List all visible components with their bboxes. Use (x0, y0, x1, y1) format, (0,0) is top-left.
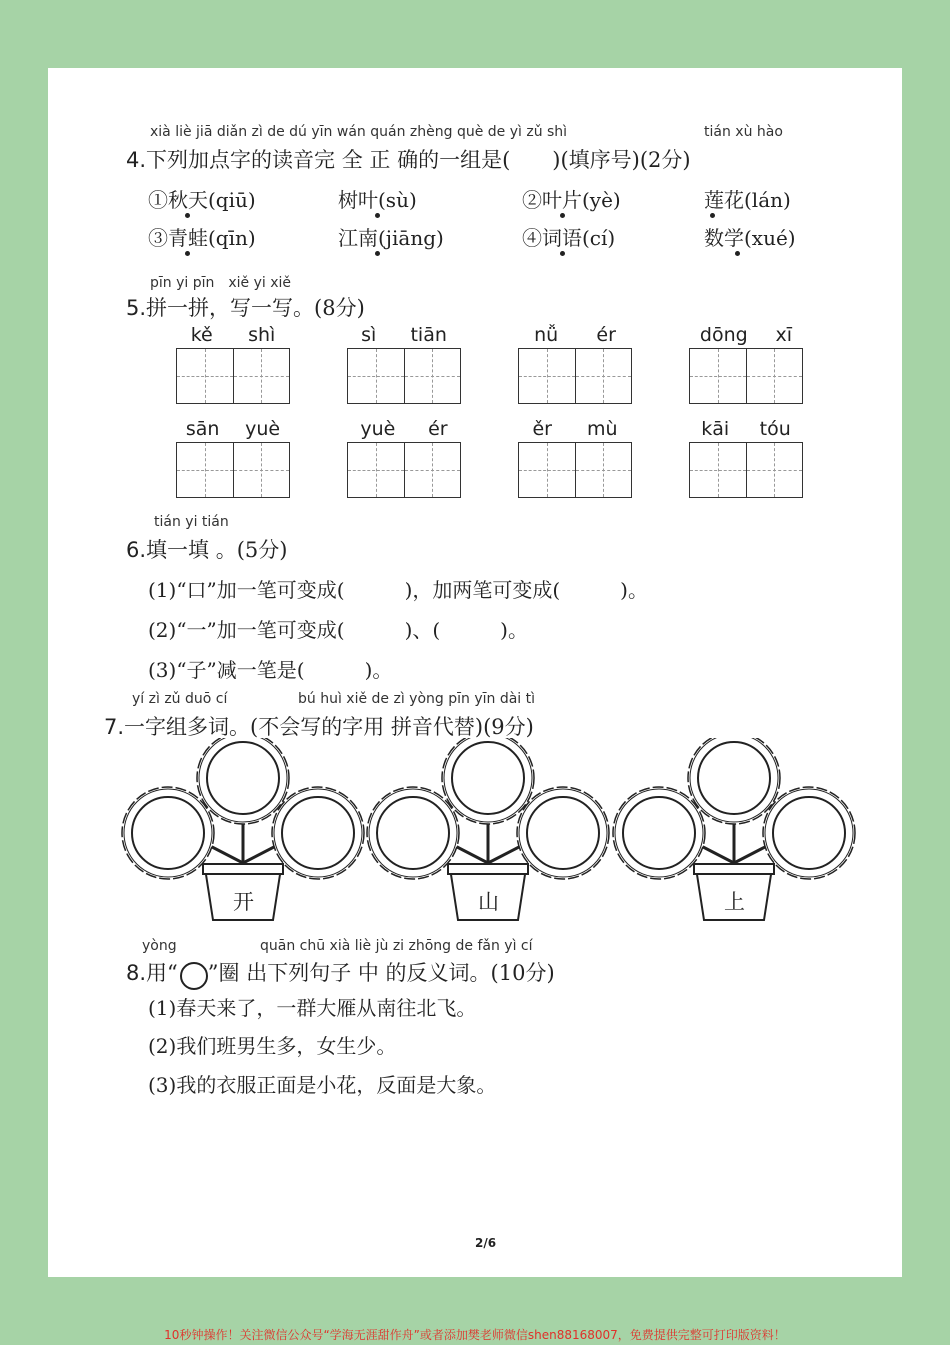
syllable: kāi (701, 418, 730, 440)
syllable: tiān (410, 324, 447, 346)
writing-grid[interactable] (689, 348, 803, 404)
q7-number: 7. (104, 715, 125, 739)
q7-text: 一字组多词。(不会写的字用 拼音代替)(9分) (124, 715, 534, 739)
q4-number: 4. (126, 148, 147, 172)
page-number: 2/6 (475, 1236, 497, 1250)
q8-item-1: (1)春天来了，一群大雁从南往北飞。 (148, 996, 477, 1020)
word-pinyin (173, 324, 293, 346)
q5-pinyin: pīn yi pīn xiě yi xiě (150, 275, 292, 291)
q7-pinyin-b: bú huì xiě de zì yòng pīn yīn dài tì (298, 691, 536, 707)
pot-character-2: 山 (478, 890, 499, 914)
q4-option-4: ④词语(cí) (522, 226, 616, 250)
pot-character-1: 开 (233, 890, 254, 914)
word-pinyin (515, 324, 635, 346)
syllable: tóu (759, 418, 791, 440)
syllable: yuè (360, 418, 396, 440)
syllable: sān (185, 418, 220, 440)
word-pinyin (686, 418, 806, 440)
writing-grid[interactable] (176, 348, 290, 404)
syllable: xī (775, 324, 793, 346)
emphasis-dot (185, 213, 190, 218)
syllable: nǚ (534, 324, 559, 346)
q8-text-a: 用“ (146, 961, 178, 985)
word-pinyin (344, 418, 464, 440)
syllable: ér (428, 418, 448, 440)
q4-title (126, 144, 691, 174)
q8-pinyin: yòng (142, 938, 177, 954)
syllable: yuè (245, 418, 281, 440)
emphasis-dot (185, 251, 190, 256)
q6-item-1: (1)“口”加一笔可变成( )，加两笔可变成( )。 (148, 578, 648, 602)
writing-grid[interactable] (518, 348, 632, 404)
emphasis-dot (375, 213, 380, 218)
q8-pinyin-b: quān chū xià liè jù zi zhōng de fǎn yì cí (260, 938, 533, 954)
q8-title (126, 957, 555, 988)
q4-option-3: ③青蛙(qīn) (148, 226, 256, 250)
q6-item-2: (2)“一”加一笔可变成( )、( )。 (148, 618, 528, 642)
q4-option-1-pair: 树叶(sù) (338, 188, 417, 212)
flower-pots-illustration (48, 738, 902, 928)
emphasis-dot (560, 213, 565, 218)
emphasis-dot (375, 251, 380, 256)
emphasis-dot (560, 251, 565, 256)
q4-pinyin-tail: tián xù hào (704, 124, 783, 140)
writing-grid[interactable] (689, 442, 803, 498)
word-pinyin (173, 418, 293, 440)
syllable: sì (361, 324, 377, 346)
syllable: ér (596, 324, 616, 346)
word-pinyin (344, 324, 464, 346)
syllable: dōng (699, 324, 748, 346)
q6-number: 6. (126, 538, 147, 562)
q5-number: 5. (126, 296, 147, 320)
q5-text: 拼一拼，写一写。(8分) (146, 296, 365, 320)
q4-pinyin: xià liè jiā diǎn zì de dú yīn wán quán zhèng què de yì zǔ shì (150, 124, 568, 140)
q6-title (126, 534, 287, 564)
syllable: kě (190, 324, 213, 346)
q5-title (126, 292, 365, 322)
q7-title (104, 711, 534, 741)
q8-number: 8. (126, 961, 147, 985)
q4-tail: (填序号)(2分) (560, 148, 691, 172)
writing-grid[interactable] (347, 348, 461, 404)
q8-text-b: ”圈 出下列句子 中 的反义词。(10分) (207, 961, 555, 985)
syllable: ěr (532, 418, 552, 440)
q4-option-3-pair: 江南(jiāng) (338, 226, 444, 250)
q6-text: 填一填 。(5分) (146, 538, 288, 562)
emphasis-dot (735, 251, 740, 256)
promo-footer: 10秒钟操作！关注微信公众号“学海无涯甜作舟”或者添加樊老师微信shen88168007，免费提供完整可打印版资料！ (164, 1328, 786, 1342)
circle-symbol (180, 962, 208, 990)
q4-text: 下列加点字的读音完 全 正 确的一组是( ) (146, 148, 561, 172)
q7-pinyin: yí zì zǔ duō cí (132, 691, 228, 707)
q8-item-2: (2)我们班男生多，女生少。 (148, 1034, 397, 1058)
q4-option-2-pair: 莲花(lán) (704, 188, 791, 212)
writing-grid[interactable] (176, 442, 290, 498)
q6-item-3: (3)“子”减一笔是( )。 (148, 658, 393, 682)
writing-grid[interactable] (347, 442, 461, 498)
word-pinyin (515, 418, 635, 440)
q4-option-1: ①秋天(qiū) (148, 188, 256, 212)
q8-item-3: (3)我的衣服正面是小花，反面是大象。 (148, 1073, 497, 1097)
syllable: mù (586, 418, 618, 440)
syllable: shì (248, 324, 276, 346)
worksheet-page (48, 68, 902, 1277)
q6-pinyin: tián yi tián (154, 514, 229, 530)
q4-option-4-pair: 数学(xué) (704, 226, 796, 250)
writing-grid[interactable] (518, 442, 632, 498)
q4-option-2: ②叶片(yè) (522, 188, 621, 212)
word-pinyin (686, 324, 806, 346)
pot-character-3: 上 (724, 890, 745, 914)
emphasis-dot (710, 213, 715, 218)
